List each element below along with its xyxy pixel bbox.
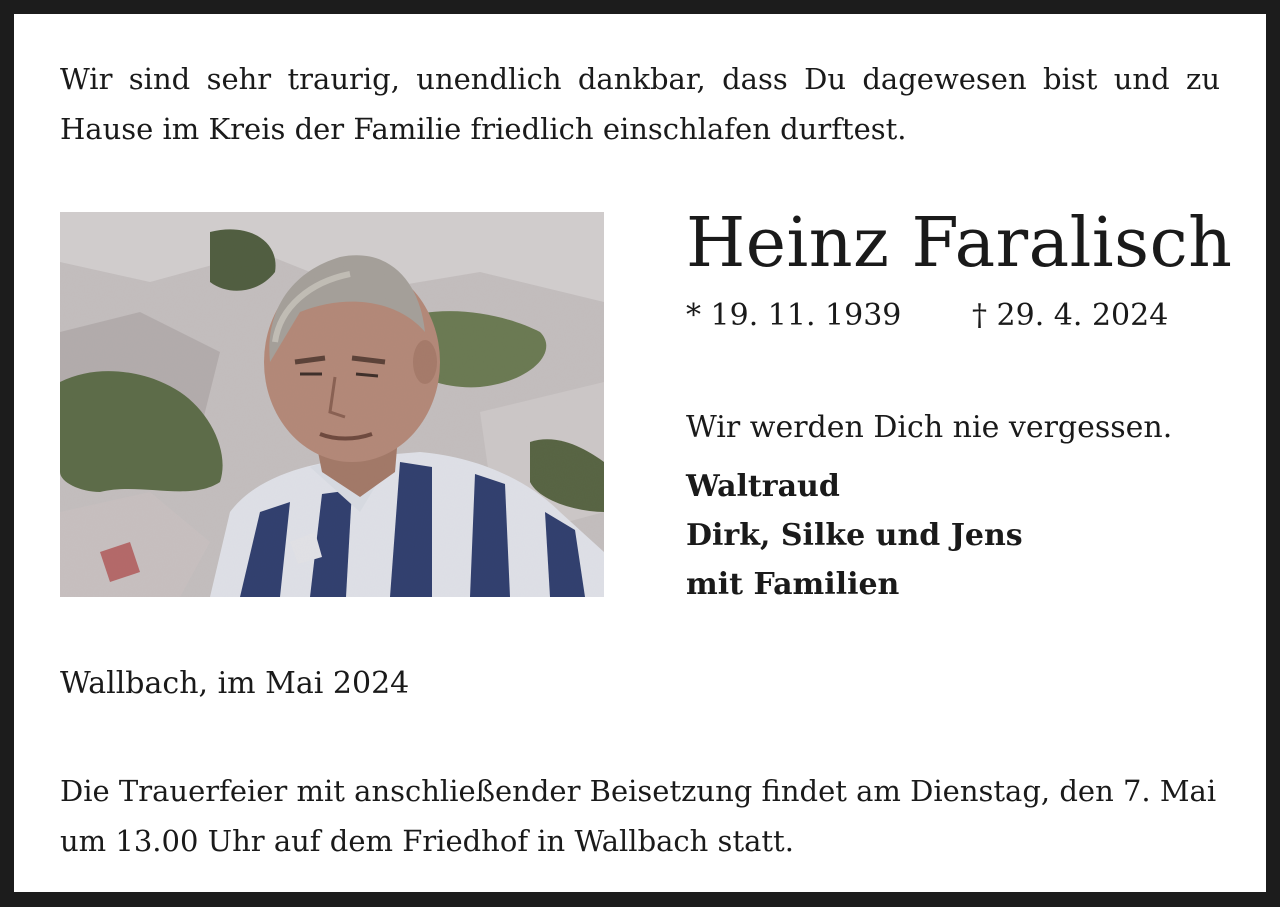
place-and-date: Wallbach, im Mai 2024	[60, 666, 410, 701]
portrait-image	[60, 212, 604, 597]
death-date: † 29. 4. 2024	[972, 298, 1169, 333]
portrait-photo	[60, 212, 604, 597]
signer-line: mit Familien	[686, 567, 900, 602]
intro-text: Wir sind sehr traurig, unendlich dankbar, dass Du dagewesen bist und zu Hause im Kreis der Familie friedlich einschlafen durftest.	[60, 62, 1220, 146]
deceased-name: Heinz Faralisch	[686, 204, 1233, 283]
farewell-line: Wir werden Dich nie vergessen.	[686, 410, 1173, 445]
signers-list	[686, 462, 1023, 609]
obituary-card	[14, 14, 1266, 892]
birth-date: * 19. 11. 1939	[686, 298, 902, 333]
signer-line: Dirk, Silke und Jens	[686, 518, 1023, 553]
signer-line: Waltraud	[686, 469, 840, 504]
service-announcement: Die Trauerfeier mit anschließender Beisetzung findet am Dienstag, den 7. Mai um 13.00 Uhr auf dem Friedhof in Wallbach statt.	[60, 774, 1217, 858]
